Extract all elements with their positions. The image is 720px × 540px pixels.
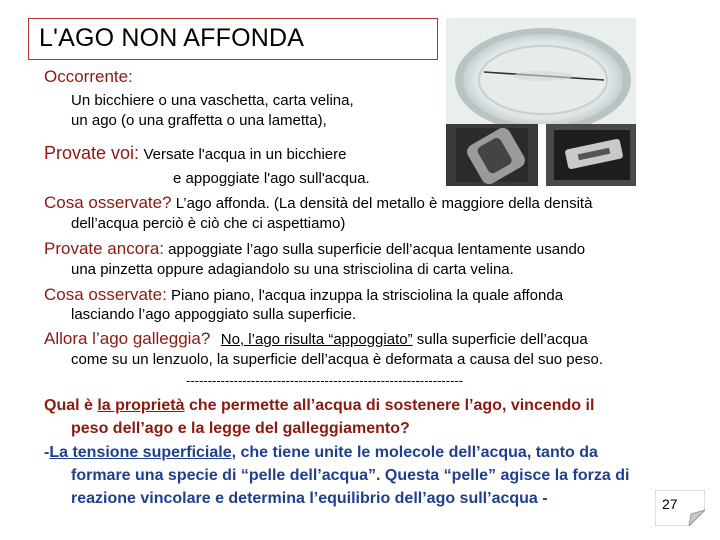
question-underlined: la proprietà [97,397,185,414]
cosa-osservate-2-text-1: Piano piano, l'acqua inzuppa la strisciolina la quale affonda [166,287,564,304]
provate-ancora-heading: Provate ancora: [44,239,165,258]
answer-line-2: formare una specie di “pelle dell’acqua”. Questa “pelle” agisce la forza di [71,467,630,484]
allora-heading: Allora l’ago galleggia? [44,329,211,348]
cosa-osservate-2-heading: Cosa osservate: [44,285,167,304]
page-title: L'AGO NON AFFONDA [39,24,305,52]
title-box [28,18,438,60]
provate-voi-text-1: Versate l'acqua in un bicchiere [143,146,347,163]
provate-ancora-line-1 [44,239,585,259]
provate-voi-heading: Provate voi: [44,143,140,163]
page-number-badge [655,490,705,526]
answer-prefix: - [44,444,50,461]
question-part-1: Qual è [44,397,98,414]
cosa-osservate-1-line-1 [44,193,592,213]
answer-text-1: che tiene unite le molecole dell’acqua, tanto da [236,444,598,461]
question-line-1 [44,397,594,415]
provate-voi-line-1 [44,143,347,164]
cosa-osservate-1-text-2: dell’acqua perciò è ciò che ci aspettiamo) [71,215,346,232]
question-line-2: peso dell’ago e la legge del galleggiamento? [71,420,410,437]
occorrente-heading: Occorrente: [44,67,133,86]
answer-underlined: La tensione superficiale, [49,444,237,461]
answer-line-3: reazione vincolare e determina l’equilibrio dell’ago sull’acqua - [71,490,548,507]
divider-line: ---------------------------------------------------------------- [186,373,464,388]
allora-text-2: come su un lenzuolo, la superficie dell’acqua è deformata a causa del suo peso. [71,351,603,368]
question-part-2: che permette all’acqua di sostenere l’ago, vincendo il [184,397,595,414]
needle-and-blade-photo [446,124,636,186]
page-number: 27 [662,496,678,512]
provate-ancora-text-1: appoggiate l’ago sulla superficie dell’acqua lentamente usando [164,241,586,258]
allora-text-1: sulla superficie dell’acqua [412,331,588,348]
water-glass-photo [446,18,636,138]
occorrente-line-1: Un bicchiere o una vaschetta, carta velina, [71,92,354,109]
provate-voi-text-2: e appoggiate l'ago sull'acqua. [173,170,370,187]
cosa-osservate-1-text-1: L’ago affonda. (La densità del metallo è maggiore della densità [171,195,593,212]
allora-answer-underlined: No, l’ago risulta “appoggiato” [220,331,413,348]
cosa-osservate-2-text-2: lasciando l’ago appoggiato sulla superficie. [71,306,357,323]
answer-line-1 [44,444,598,462]
provate-ancora-text-2: una pinzetta oppure adagiandolo su una strisciolina di carta velina. [71,261,514,278]
cosa-osservate-2-line-1 [44,285,563,305]
cosa-osservate-1-heading: Cosa osservate? [44,193,172,212]
allora-line-1 [44,329,588,349]
occorrente-line-2: un ago (o una graffetta o una lametta), [71,112,327,129]
